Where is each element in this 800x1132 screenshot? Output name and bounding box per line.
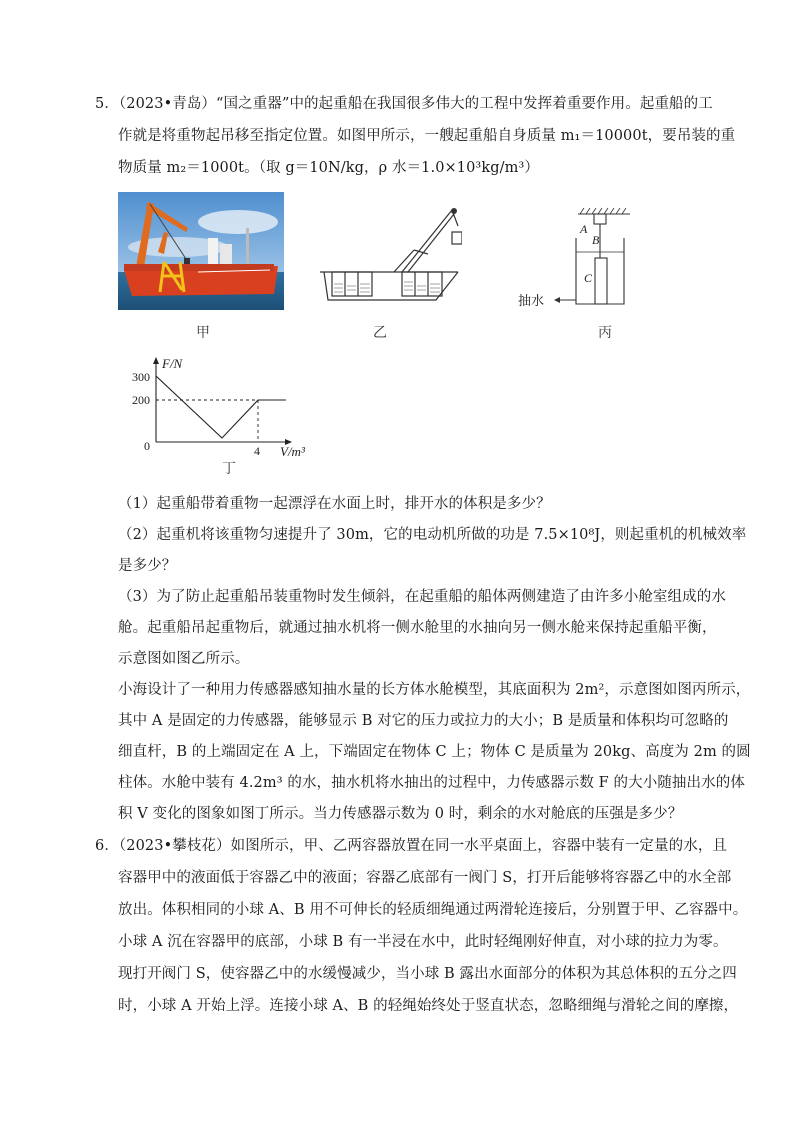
q5-line-3: 物质量 m₂＝1000t。（取 g＝10N/kg，ρ 水＝1.0×10³kg/m³） (118, 160, 539, 176)
q5-paragraph-1: 小海设计了一种用力传感器感知抽水量的长方体水舱模型，其底面积为 2m²，示意图如图丙所示， (118, 682, 751, 698)
label-c: C (584, 271, 593, 285)
q5-question-3-cont-1: 舱。起重船吊起重物后，就通过抽水机将一侧水舱里的水抽向另一侧水舱来保持起重船平衡， (118, 620, 717, 636)
q6-line-2: 容器甲中的液面低于容器乙中的液面；容器乙底部有一阀门 S，打开后能够将容器乙中的水全部 (118, 870, 732, 886)
q5-question-3: （3）为了防止起重船吊装重物时发生倾斜，在起重船的船体两侧建造了由许多小舱室组成的水 (118, 589, 726, 605)
caption-ding: 丁 (222, 461, 236, 477)
graph-y-tick-300: 300 (132, 370, 150, 384)
q6-line-6: 时，小球 A 开始上浮。连接小球 A、B 的轻绳始终处于竖直状态，忽略细绳与滑轮之间的摩擦， (118, 998, 739, 1014)
graph-x-label: V/m³ (280, 444, 305, 459)
q5-paragraph-2: 其中 A 是固定的力传感器，能够显示 B 对它的压力或拉力的大小；B 是质量和体积均可忽略的 (118, 713, 729, 729)
force-volume-graph (130, 356, 326, 462)
label-b: B (592, 233, 600, 247)
caption-bing: 丙 (598, 325, 612, 341)
ship-schematic-diagram (318, 198, 462, 310)
q6-line-4: 小球 A 沉在容器甲的底部，小球 B 有一半浸在水中，此时轻绳刚好伸直，对小球的拉力为零。 (118, 934, 728, 950)
graph-x-tick-4: 4 (254, 444, 260, 458)
tank-model-diagram (514, 200, 634, 312)
q5-question-1: （1）起重船带着重物一起漂浮在水面上时，排开水的体积是多少？ (118, 496, 551, 512)
q6-line-1: 6．（2023•攀枝花）如图所示，甲、乙两容器放置在同一水平桌面上，容器中装有一定量的水，且 (95, 838, 728, 854)
graph-y-label: F/N (162, 356, 183, 371)
q5-line-1: 5．（2023•青岛）“国之重器”中的起重船在我国很多伟大的工程中发挥着重要作用。起重船的工 (95, 96, 713, 112)
q5-paragraph-5: 积 V 变化的图象如图丁所示。当力传感器示数为 0 时，剩余的水对舱底的压强是多少？ (118, 806, 683, 822)
caption-yi: 乙 (373, 325, 387, 341)
q5-line-2: 作就是将重物起吊移至指定位置。如图甲所示，一艘起重船自身质量 m₁＝10000t，要吊装的重 (118, 128, 736, 144)
q6-line-3: 放出。体积相同的小球 A、B 用不可伸长的轻质细绳通过两滑轮连接后，分别置于甲、乙容器中。 (118, 902, 748, 918)
caption-jia: 甲 (196, 325, 210, 341)
q5-question-2-cont: 是多少？ (118, 558, 177, 574)
graph-origin: 0 (144, 439, 150, 453)
crane-ship-photo (118, 192, 284, 310)
label-a: A (580, 222, 588, 236)
label-pump: 抽水 (518, 294, 545, 309)
q5-question-3-cont-2: 示意图如图乙所示。 (118, 651, 250, 667)
q5-paragraph-3: 细直杆，B 的上端固定在 A 上，下端固定在物体 C 上；物体 C 是质量为 20kg、高度为 2m 的圆 (118, 744, 751, 760)
q5-question-2: （2）起重机将该重物匀速提升了 30m，它的电动机所做的功是 7.5×10⁸J，则起重机的机械效率 (118, 527, 747, 543)
q5-paragraph-4: 柱体。水舱中装有 4.2m³ 的水，抽水机将水抽出的过程中，力传感器示数 F 的大小随抽出水的体 (118, 775, 745, 791)
q6-line-5: 现打开阀门 S，使容器乙中的水缓慢减少，当小球 B 露出水面部分的体积为其总体积的五分之四 (118, 966, 737, 982)
graph-y-tick-200: 200 (132, 393, 150, 407)
